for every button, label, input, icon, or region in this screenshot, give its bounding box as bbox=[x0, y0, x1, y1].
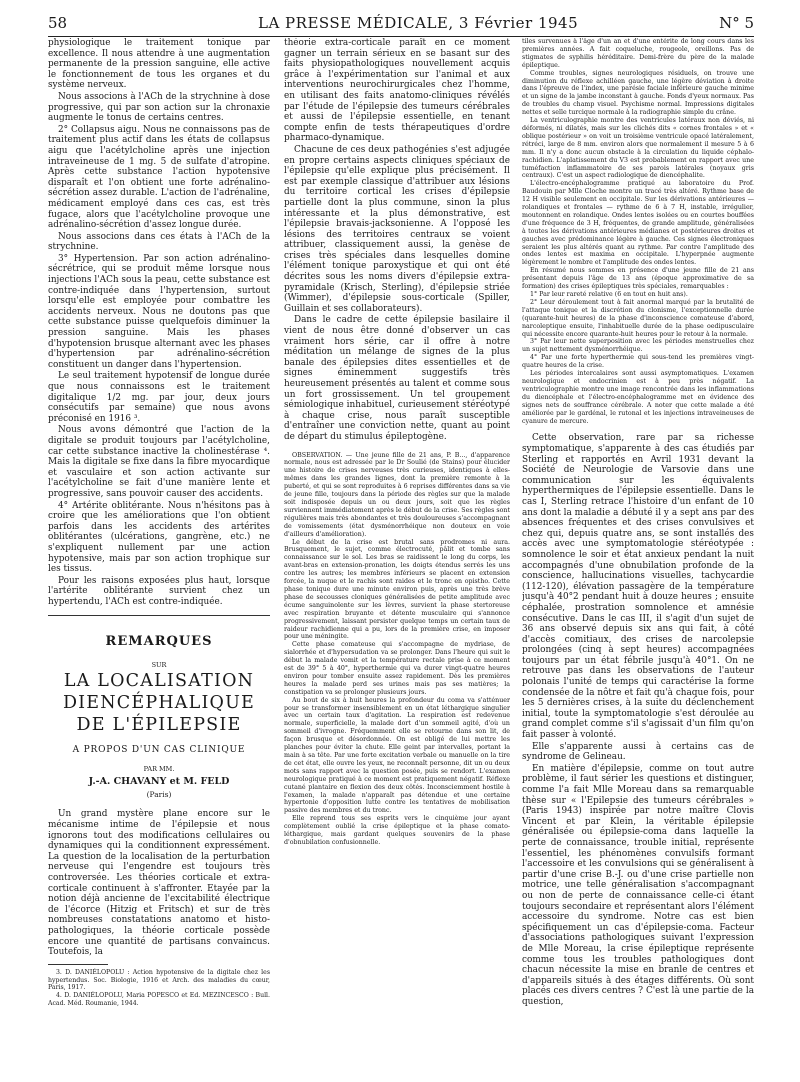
observation-paragraph: tiles survenues à l'âge d'un an et d'une entérite de long cours dans les premières années. A fait coqueluche, rougeole, oreillons. Pas de stigmates de syphilis héréditaire. Demi-frère du père de la malade épileptique. bbox=[522, 38, 754, 69]
footnote: 4. D. DANIÉLOPOLU, Maria POPESCO et Ed. MEZINCESCO : Bull. Acad. Méd. Roumanie, 1944. bbox=[48, 992, 270, 1007]
observation-paragraph: 3° Par leur nette superposition avec les périodes menstruelles chez un sujet nettement dysménorrhéique. bbox=[522, 338, 754, 354]
paragraph: Elle s'apparente aussi à certains cas de syndrome de Gelineau. bbox=[522, 741, 754, 763]
observation-paragraph: 1° Par leur rareté relative (6 en tout en huit ans). bbox=[530, 291, 688, 298]
issue-number: N° 5 bbox=[719, 14, 754, 32]
paragraph: 4° Artérite oblitérante. Nous n'hésitons pas à croire que les améliorations que l'on obtient parfois dans les accidents des artérites oblitérantes (ulcérations, gangrène, etc.) ne s'expliquent nullement par une action hypotensive, mais par son action trophique sur les tissus. bbox=[48, 500, 270, 575]
paragraph: théorie extra-corticale paraît en ce moment gagner un terrain sérieux en se basant sur des faits physiopathologiques nouvellement acquis grâce à l'expérimentation sur l'animal et aux interventions neurochirurgicales chez l'homme, en utilisant des faits anatomo-cliniques révélés par l'étude de l'épilepsie des tumeurs cérébrales et aussi de l'épilepsie essentielle, en tenant compte enfin de tests thérapeutiques d'ordre pharmaco-dynamique. bbox=[284, 38, 510, 144]
paragraph: Un grand mystère plane encore sur le mécanisme intime de l'épilepsie et nous ignorons tout des modifications cellulaires ou dynamiques qui la conditionnent expressément. La question de la localisation de la perturbation nerveuse qui l'engendre est toujours très controversée. Les théories corticale et extra-corticale continuent à s'affronter. Etayée par la notion déjà ancienne de l'excitabilité électrique de l'écorce (Hitzig et Fritsch) et sur de très nombreuses constatations anatomo et histo-pathologiques, la théorie corticale possède encore une quantité de partisans convaincus. Toutefois, la bbox=[48, 809, 270, 958]
article-title-line-3: DE L'ÉPILEPSIE bbox=[76, 715, 242, 736]
observation-paragraph: Elle reprend tous ses esprits vers le cinquième jour ayant complètement oublié la crise épileptique et la phase comato-léthargique, mais gardant quelques souvenirs de la phase d'obnubilation confusionnelle. bbox=[284, 815, 510, 846]
observation-paragraph: 2° Leur déroulement tout à fait anormal marqué par la brutalité de l'attaque tonique et la discrétion du clonisme, l'exceptionnelle durée (quarante-huit heures) de la phase d'inconscience comateuse d'abord, narcoleptique ensuite, l'inhabituelle durée de la phase oedipusculaire qui nécessite encore quarante-huit heures pour le retour à la normale. bbox=[522, 298, 754, 338]
article-city: (Paris) bbox=[146, 790, 172, 800]
journal-title: LA PRESSE MÉDICALE, 3 Février 1945 bbox=[258, 14, 579, 32]
column-3 bbox=[522, 38, 754, 1060]
observation-paragraph: Comme troubles, signes neurologiques résiduels, on trouve une diminution du réflexe achilléen gauche, une légère déviation à droite dans l'épreuve de l'index, une parésie faciale inférieure gauche minime et un signe de la jambe inconstant à gauche. Fonds d'yeux normaux. Pas de troubles du champ visuel. Psychisme normal. Impressions digitales nettes et selle turcique normale à la radiographie simple du crâne. bbox=[522, 69, 754, 117]
paragraph: Nous associons dans ces états à l'ACh de la strychnine. bbox=[48, 231, 270, 253]
observation-paragraph: Le début de la crise est brutal sans prodromes ni aura. Brusquement, le sujet, comme électrocuté, pâlit et tombe sans connaissance sur le sol. Les bras se raidissent le long du corps, les avant-bras en extension-pronation, les doigts étendus serrés les uns contre les autres; les membres inférieurs se placent en extension forcée, la nuque et le rachis sont raides et le tronc en opistho. Cette phase tonique dure une minute environ puis, après une très brève phase de secousses cloniques généralisées de petite amplitude avec écume sanguinolente sur les lèvres, survient la phase stertoreuse avec respiration bruyante et détente musculaire qui s'annonce progressivement, laissant persister quelque temps un certain taux de raideur rachidienne qui a pu, lors de la première crise, en imposer pour une méningite. bbox=[284, 538, 510, 641]
paragraph: En matière d'épilepsie, comme on tout autre problème, il faut sérier les questions et distinguer, comme l'a fait Mlle Moreau dans sa remarquable thèse sur « l'Epilepsie des tumeurs cérébrales » (Paris 1943) inspirée par notre maître Clovis Vincent et par Klein, la véritable épilepsie généralisée ou épilepsie-coma dans laquelle la perte de connaissance, trouble initial, représente l'essentiel, les phénomènes convulsifs formant l'accessoire et les convulsions qui se généralisent à partir d'une crise B.-J. ou d'une crise partielle non motrice, une telle généralisation s'accompagnant ou non de perte de connaissance celle-ci étant toujours secondaire et représentant alors l'élément accessoire du syndrome. Notre cas est bien spécifiquement un cas d'épilepsie-coma. Facteur d'associations pathologiques suivant l'expression de Mlle Moreau, la crise épileptique représente comme tous les troubles pathologiques dont chacun nécessite la mise en branle de centres et d'appareils situés à des étages différents. Où sont placés ces divers centres ? C'est là une partie de la question, bbox=[522, 763, 754, 1007]
column-1 bbox=[48, 38, 270, 1060]
footnote: 3. D. DANIÉLOPOLU : Action hypotensive de la digitale chez les hypertendus. Soc. Biologie, 1916 et Arch. des maladies du cœur, Paris, 1917. bbox=[48, 968, 270, 992]
paragraph: Cette observation, rare par sa richesse symptomatique, s'apparente à des cas étudiés par Sterling et rapportés en Avril 1931 devant la Société de Neurologie de Varsovie dans une communication sur les équivalents hyperthermiques de l'épilepsie essentielle. Dans le cas I, Sterling retrace l'histoire d'un enfant de 10 ans dont la maladie a débuté il y a sept ans par des absences fréquentes et des crises convulsives et chez qui, depuis quatre ans, se sont installés des accès avec une symptomatologie stéréotypée : somnolence le soir et état anxieux pendant la nuit accompagnés d'une obnubilation profonde de la conscience, hallucinations visuelles, tachycardie (112-120), élévation passagère de la température jusqu'à 40°2 pendant huit à douze heures ; ensuite céphalée, prostration somnolence et amnésie consécutive. Dans le cas III, il s'agit d'un sujet de 36 ans observé depuis six ans qui fait, à côté d'accès comitiaux, des crises de narcolepsie prolongées (cinq à sept heures) accompagnées toujours par un état fébrile jusqu'à 40°1. On ne retrouve pas dans les observations de l'auteur polonais l'unité de temps qui caractérise la forme condensée de la nôtre et fait qu'à chaque fois, pour les 5 dernières crises, à la suite du déclenchement initial, toute la symptomatologie s'est déroulée au grand complet comme s'il s'agissait d'un film qu'on fait passer à volonté. bbox=[522, 433, 754, 741]
paragraph: Pour les raisons exposées plus haut, lorsque l'artérite oblitérante survient chez un hypertendu, l'ACh est contre-indiquée. bbox=[48, 575, 270, 607]
column-2 bbox=[284, 38, 510, 1060]
article-heading bbox=[48, 634, 270, 799]
article-authors: J.-A. CHAVANY et M. FELD bbox=[88, 776, 230, 788]
observation-paragraph: Cette phase comateuse qui s'accompagne de mydriase, de sialorrhée et d'hypersudation va se prolonger. Dans l'heure qui suit le début la malade vomit et la température rectale prise à ce moment est de 39° 5 à 40°, hyperthermie qui va durer vingt-quatre heures environ pour tomber ensuite assez rapidement. Dès les premières heures la malade perd ses urines mais pas ses matières; la constipation va se prolonger plusieurs jours. bbox=[284, 641, 510, 696]
page-header bbox=[48, 14, 754, 37]
paragraph: Dans le cadre de cette épilepsie basilaire il vient de nous être donné d'observer un cas vraiment hors série, car il offre à notre méditation un mélange de signes de la plus banale des épilepsies dites essentielles et de signes éminemment suggestifs très heureusement présentés au talent et comme sous un fort grossissement. Un tel groupement sémiologique inhabituel, curieusement stéréotypé à chaque crise, nous paraît susceptible d'entraîner une conviction nette, quant au point de départ du stimulus épileptogène. bbox=[284, 315, 510, 442]
paragraph: Nous avons démontré que l'action de la digitale se produit toujours par l'acétylcholine, car cette substance inactive la cholinestérase ⁴. Mais la digitale se fixe dans la fibre myocardique et vasculaire et son action activante sur l'acétylcholine se fait d'une manière lente et progressive, sans pouvoir causer des accidents. bbox=[48, 425, 270, 499]
article-kicker: REMARQUES bbox=[105, 634, 213, 650]
article-subkicker: SUR bbox=[151, 661, 167, 670]
byline-prefix: PAR MM. bbox=[143, 765, 175, 774]
paragraph: Chacune de ces deux pathogénies s'est adjugée en propre certains aspects cliniques spéciaux de l'épilepsie qu'elle explique plus précisément. Il est par exemple classique d'attribuer aux lésions du territoire cortical les crises d'épilepsie partielle dont la plus commune, sinon la plus intéressante et la plus démonstrative, est l'épilepsie bravais-jacksonienne. A l'opposé les lésions des territoires centraux se voient attribuer, classiquement aussi, la genèse de crises très spéciales dans lesquelles domine l'élément tonique paroxystique et qui ont été décrites sous les noms divers d'épilepsie extra-pyramidale (Krisch, Sterling), d'épilepsie striée (Wimmer), d'épilepsie sous-corticale (Spiller, Guillain et ses collaborateurs). bbox=[284, 144, 510, 314]
observation-paragraph: La ventriculographie montre des ventricules latéraux non déviés, ni déformés, ni dilatés, mais sur les clichés dits « cornes frontales » et « oblique postérieur » on voit un troisième ventricule opacé latéralement, rétréci, large de 8 mm. environ alors que normalement il mesure 5 à 6 mm. Il n'y a donc aucun obstacle à la circulation du liquide céphalo-rachidien. L'aplatissement du V3 est probablement en rapport avec une tuméfaction inflammatoire de ses parois latérales (noyaux gris centraux). C'est un aspect radiologique de diencéphalite. bbox=[522, 117, 754, 180]
observation-paragraph: OBSERVATION. — Une jeune fille de 21 ans, P. B..., d'apparence normale, nous est adressée par le Dr Soulié (de Stains) pour élucider une histoire de crises nerveuses très curieuses, identiques à elles-mêmes dans les grandes lignes, dont la première remonte à la puberté, et qui se sont reproduites à 6 reprises différentes dans sa vie de jeune fille, toujours dans la période des règles sur que la malade soit indisposée depuis un ou deux jours, soit que les règles surviennent immédiatement après le début de la crise. Ses règles sont régulières mais très abondantes et très douloureuses s'accompagnant de vomissements (état dysménorrhéique non douteux en voie d'ailleurs d'amélioration). bbox=[284, 451, 510, 538]
article-title-line-2: DIENCÉPHALIQUE bbox=[62, 693, 256, 714]
observation-paragraph: En résumé nous sommes en présence d'une jeune fille de 21 ans présentant depuis l'âge de 13 ans (époque approximative de sa formation) des crises épileptiques très spéciales, remarquables : bbox=[522, 267, 754, 291]
observation-paragraph: 4° Par une forte hyperthermie qui sous-tend les premières vingt-quatre heures de la crise. bbox=[522, 354, 754, 370]
observation-paragraph: Les périodes intercalaires sont aussi asymptomatiques. L'examen neurologique et endocrinien est à peu près négatif. La ventriculographie montre une image rencontrée dans les inflammations du diencéphale et l'électro-encéphalogramme met en évidence des signes nets de souffrance cérébrale. A noter que cette malade a été améliorée par le gardénal, le rutonal et les injections intraveineuses de cyanure de mercure. bbox=[522, 370, 754, 425]
article-title-line-1: LA LOCALISATION bbox=[63, 671, 255, 692]
footnote-divider bbox=[48, 964, 108, 965]
paragraph: 3° Hypertension. Par son action adrénalino-sécrétrice, qui se produit même lorsque nous injections l'ACh sous la peau, cette substance est contre-indiquée dans l'hypertension, surtout lorsqu'elle est employée pour combattre les accidents nerveux. Nous ne doutons pas que cette substance puisse quelquefois diminuer la pression sanguine. Mais les phases d'hypotension brusque alternant avec les phases d'hypertension par adrénalino-sécrétion constituent un danger dans l'hypertension. bbox=[48, 253, 270, 370]
page-number: 58 bbox=[48, 14, 68, 32]
article-subtitle: A PROPOS D'UN CAS CLINIQUE bbox=[72, 745, 246, 756]
observation-paragraph: Au bout de six à huit heures la profondeur du coma va s'atténuer pour se transformer insensiblement en un état léthargique singulier avec un certain taux d'agitation. La respiration est redevenue normale, superficielle, la malade dort d'un sommeil agité, d'où un sommeil d'ivrogne. Fréquemment elle se retourne dans son lit, de façon brusque et désordonnée. On est obligé de lui mettre les planches pour éviter la chute. Elle geint par intervalles, portant la main à sa tête. Par une forte excitation verbale ou manuelle on la tire de cet état, elle ouvre les yeux, ne reconnaît personne, dit un ou deux mots sans rapport avec la question posée, puis se rendort. L'examen neurologique pratiqué à ce moment est pratiquement négatif. Réflexe cutané plantaire en flexion des deux côtés. Inconsciemment hostile à l'examen, la malade n'apparaît pas détendue et une certaine hypertonie d'opposition lutte contre les tentatives de mobilisation passive des membres et du tronc. bbox=[284, 696, 510, 815]
paragraph: 2° Collapsus aigu. Nous ne connaissons pas de traitement plus actif dans les états de collapsus aigu que l'acétylcholine après une injection intraveineuse de 1 mg. 5 de sulfate d'atropine. Après cette substance l'action hypotensive disparaît et l'on obtient une forte adrénalino-sécrétion assez durable. L'action de l'adrénaline, médicament employé dans ces cas, est très fugace, alors que l'acétylcholine provoque une adrénalino-sécrétion d'assez longue durée. bbox=[48, 124, 270, 231]
observation-paragraph: L'électro-encéphalogramme pratiqué au laboratoire du Prof. Baudouin par Mlle Cloche montre un tracé très altéré. Rythme base de 12 H visible seulement en occipitale. Sur les dérivations antérieures — rolandiques et frontales — rythme de 6 à 7 H, instable, irrégulier, moutonnent en rolandique. Ondes lentes isolées ou en courtes bouffées d'une fréquence de 3 H, fréquentes, de grande amplitude, généralisées à toutes les dérivations antérieures médianes et postérieures droites et gauches avec prédominance légère à gauche. Ces signes électroniques seraient les plus altérés quant au rythme. Par contre l'amplitude des ondes lentes est maxima en occipitale. L'hyperpnée augmente légèrement le nombre et l'amplitude des ondes lentes. bbox=[522, 180, 754, 267]
section-divider bbox=[48, 615, 270, 616]
paragraph: Nous associons à l'ACh de la strychnine à dose progressive, qui par son action sur la chronaxie augmente le tonus de certains centres. bbox=[48, 91, 270, 124]
paragraph: physiologique le traitement tonique par excellence. Il nous attendre à une augmentation permanente de la pression sanguine, elle active le fonctionnement de tous les organes et du système nerveux. bbox=[48, 38, 270, 91]
paragraph: Le seul traitement hypotensif de longue durée que nous connaissons est le traitement digitalique 1/2 mg. par jour, deux jours consécutifs par semaine) que nous avons préconisé en 1916 ³. bbox=[48, 371, 270, 424]
